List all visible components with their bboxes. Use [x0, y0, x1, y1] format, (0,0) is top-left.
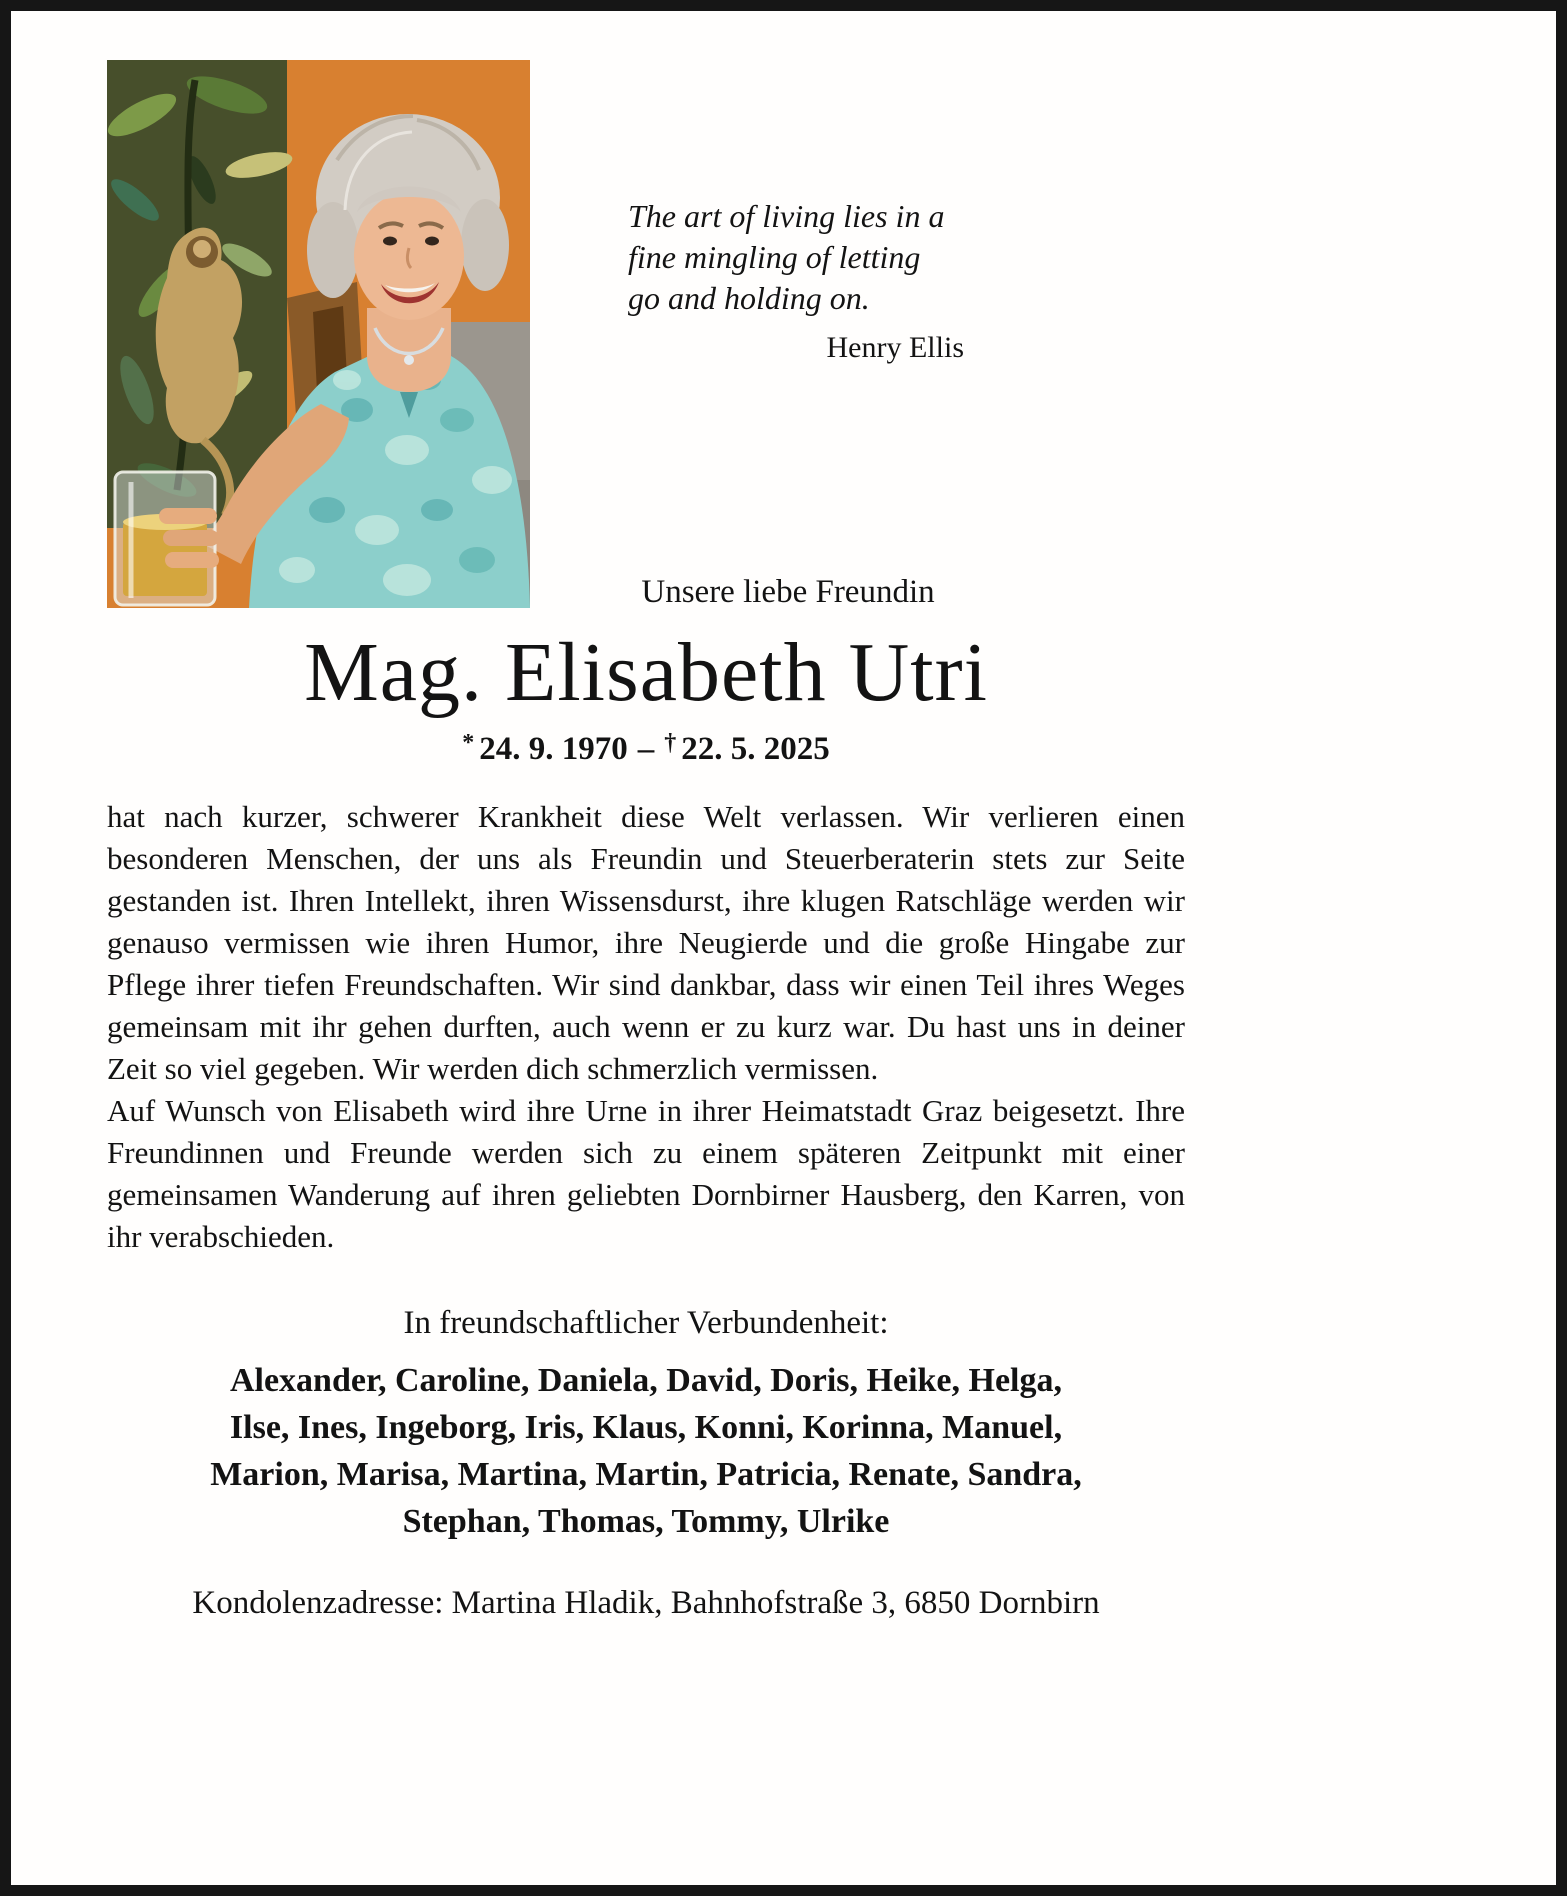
portrait-photo-graphic [107, 60, 530, 608]
obituary-text [107, 796, 1185, 1258]
birth-star-symbol: * [462, 730, 475, 756]
drink-glass [115, 472, 219, 605]
closing-line: In freundschaftlicher Verbundenheit: [403, 1304, 889, 1341]
quote-attribution: Henry Ellis [826, 330, 964, 364]
header-section [11, 11, 1556, 623]
content-column [107, 626, 1185, 1622]
obituary-paragraph-1: hat nach kurzer, schwerer Krankheit diese Welt verlassen. Wir verlieren einen besonderen Menschen, der uns als Freundin und Steuerberaterin stets zur Seite gestanden ist. Ihren Intellekt, ihren Wissensdurst, ihre klugen Ratschläge werden wir genauso vermissen wie ihren Humor, ihre Neugierde und die große Hingabe zur Pflege ihrer tiefen Freundschaften. Wir sind dankbar, dass wir einen Teil ihres Weges gemeinsam mit ihr gehen durften, auch wenn er zu kurz war. Du hast uns in deiner Zeit so viel gegeben. Wir werden dich schmerzlich vermissen. [107, 798, 1185, 1086]
portrait-photo [107, 60, 530, 608]
birth-date: 24. 9. 1970 [479, 731, 628, 767]
condolence-address: Kondolenzadresse: Martina Hladik, Bahnhofstraße 3, 6850 Dornbirn [192, 1585, 1100, 1622]
life-dates [107, 729, 1185, 770]
intro-text: Unsere liebe Freundin [641, 574, 935, 610]
names-list [107, 1357, 1185, 1545]
deceased-name: Mag. Elisabeth Utri [304, 626, 988, 719]
date-separator: – [637, 731, 655, 767]
names-line: Ilse, Ines, Ingeborg, Iris, Klaus, Konni, Korinna, Manuel, [229, 1409, 1063, 1447]
death-date: 22. 5. 2025 [681, 731, 830, 767]
obituary-paragraph-2: Auf Wunsch von Elisabeth wird ihre Urne in ihrer Heimatstadt Graz beigesetzt. Ihre Freundinnen und Freunde werden sich zu einem späteren Zeitpunkt mit einer gemeinsamen Wanderung auf ihren geliebten Dornbirner Hausberg, den Karren, von ihr verabschieden. [107, 1092, 1185, 1254]
names-line: Stephan, Thomas, Tommy, Ulrike [402, 1503, 890, 1541]
quote-line: go and holding on. [628, 279, 870, 316]
quote-line: The art of living lies in a [628, 198, 945, 234]
names-line: Marion, Marisa, Martina, Martin, Patricia, Renate, Sandra, [210, 1456, 1082, 1494]
death-cross-symbol: † [664, 730, 677, 756]
quote-line: fine mingling of letting [628, 238, 921, 275]
names-line: Alexander, Caroline, Daniela, David, Doris, Heike, Helga, [229, 1362, 1063, 1400]
quote [628, 196, 968, 367]
